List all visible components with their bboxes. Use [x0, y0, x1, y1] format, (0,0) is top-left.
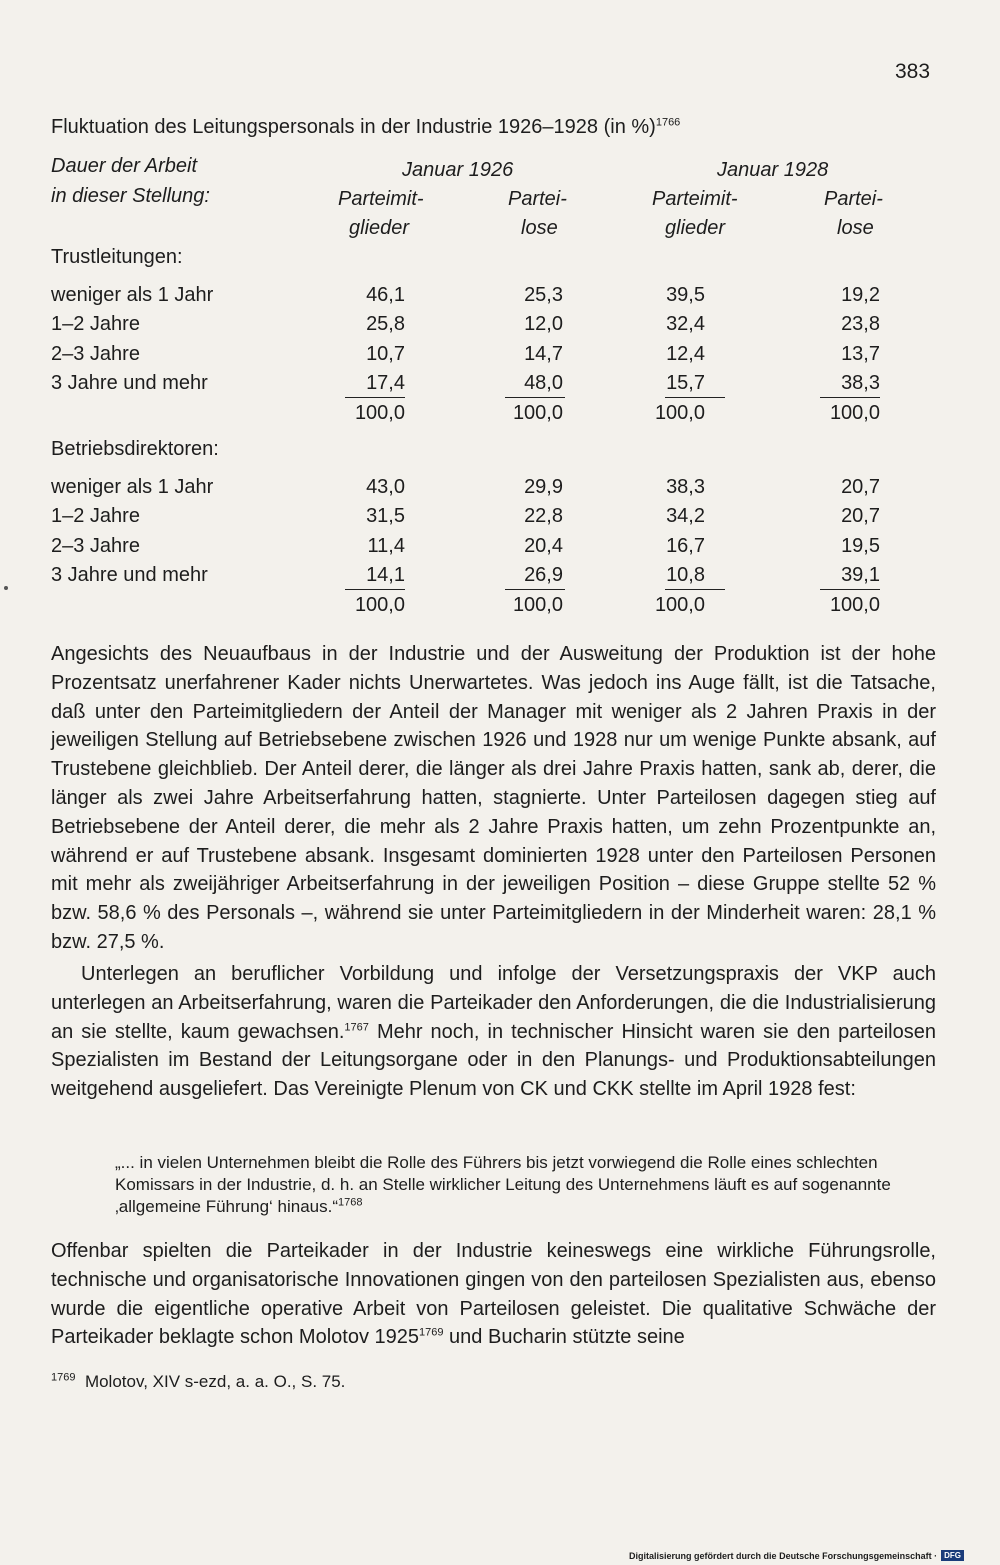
digitization-credit: [629, 1550, 964, 1561]
table-title: [51, 116, 680, 139]
total-cell: 100,0: [354, 401, 405, 424]
header-col1-line1: Parteimit-: [338, 188, 424, 210]
table-cell: 20,7: [841, 505, 880, 528]
table-cell: 43,0: [366, 476, 405, 498]
sum-rule: [820, 397, 880, 398]
row-label: 1–2 Jahre: [51, 505, 140, 528]
footnote-ref-1769: 1769: [419, 1326, 444, 1339]
total-cell: 100,0: [354, 593, 405, 616]
footnote-text: Molotov, XIV s-ezd, a. a. O., S. 75.: [84, 1372, 346, 1391]
body-paragraph-3: [51, 1237, 936, 1352]
table-cell: 10,8: [666, 564, 705, 587]
sum-rule: [820, 589, 880, 590]
table-cell: 31,5: [366, 505, 405, 528]
row-label: 1–2 Jahre: [51, 313, 140, 336]
header-col3-line1: Parteimit-: [652, 188, 738, 210]
table-cell: 12,0: [524, 313, 563, 336]
table-cell: 19,2: [841, 284, 880, 306]
table-cell: 39,5: [666, 284, 705, 306]
header-year-1928: Januar 1928: [717, 159, 829, 181]
row-label: 2–3 Jahre: [51, 342, 140, 365]
header-col2-line2: lose: [521, 217, 558, 239]
sum-rule: [505, 397, 565, 398]
header-col4-line1: Partei-: [824, 188, 883, 210]
table-cell: 26,9: [524, 564, 563, 587]
paragraph-3-part-a: Offenbar spielten die Parteikader in der Industrie keineswegs eine wirkliche Führungsrolle, technische und organisatorische Innovationen gingen von den parteilosen Spezialisten aus, ebenso wurde die eigentliche operative Arbeit von Parteilosen geleistet. Die qualitative Schwäche der Parteikader beklagte schon Molotov 1925: [51, 1240, 936, 1349]
paragraph-1-text: Angesichts des Neuaufbaus in der Industrie und der Ausweitung der Produktion ist der hohe Prozentsatz unerfahrener Kader nichts Unerwartetes. Was jedoch ins Auge fällt, ist die Tatsache, daß unter den Parteimitgliedern der Anteil der Manager mit weniger als 2 Jahren Praxis in der jeweiligen Stellung auf Betriebsebene zwischen 1926 und 1928 nur um wenige Punkte absank, auf Trustebene gleichblieb. Der Anteil derer, die länger als drei Jahre Praxis hatten, sank ab, derer, die länger als zwei Jahre Arbeitserfahrung hatten, stagnierte. Unter Parteilosen dagegen stieg auf Betriebsebene der Anteil derer, die mehr als 2 Jahre Praxis hatten, um zehn Prozentpunkte an, während er auf Trustebene absank. Insgesamt dominierten 1928 unter den Parteilosen Personen mit mehr als zweijähriger Arbeitserfahrung in der jeweiligen Position – diese Gruppe stellte 52 % bzw. 58,6 % des Personals –, während sie unter Parteimitgliedern in der Minderheit waren: 28,1 % bzw. 27,5 %.: [51, 643, 936, 953]
header-duration-2: in dieser Stellung:: [51, 185, 210, 207]
table-cell: 20,7: [841, 476, 880, 498]
header-duration-1: Dauer der Arbeit: [51, 155, 197, 177]
sum-rule: [665, 397, 725, 398]
header-col1-line2: glieder: [349, 217, 410, 239]
row-label: 2–3 Jahre: [51, 534, 140, 557]
table-cell: 34,2: [666, 505, 705, 528]
table-cell: 38,3: [841, 372, 880, 395]
paragraph-3-text: [51, 1237, 936, 1352]
table-cell: 11,4: [367, 534, 405, 557]
table-cell: 39,1: [841, 564, 880, 587]
table-cell: 22,8: [524, 505, 563, 528]
table-cell: 10,7: [366, 342, 405, 365]
footnote-ref-1767: 1767: [344, 1020, 369, 1033]
sum-rule: [345, 397, 405, 398]
block-quote: [115, 1152, 935, 1218]
table-cell: 46,1: [366, 284, 405, 306]
header-col3-line2: glieder: [665, 217, 726, 239]
paragraph-2-part-a: Unterlegen an beruflicher Vorbildung und infolge der Versetzungspraxis der VKP auch unterlegen an Arbeitserfahrung, waren die Parteikader den Anforderungen, die die Industrialisierung an sie stellte, kaum gewachsen.: [51, 963, 936, 1043]
table-title-text: Fluktuation des Leitungspersonals in der Industrie 1926–1928 (in %): [51, 116, 656, 138]
footnote-ref-1768: 1768: [338, 1196, 363, 1209]
total-cell: 100,0: [512, 593, 563, 616]
paragraph-2-part-b: Mehr noch, in technischer Hinsicht waren sie den parteilosen Spezialisten im Bestand der Leitungsorgane oder in den Planungs- und Produktionsabteilungen weitgehend ausgeliefert. Das Vereinigte Plenum von CK und CKK stellte im April 1928 fest:: [51, 1020, 936, 1101]
row-label: 3 Jahre und mehr: [51, 564, 208, 587]
credit-text: Digitalisierung gefördert durch die Deutsche Forschungsgemeinschaft ·: [629, 1550, 938, 1561]
table-cell: 19,5: [841, 534, 880, 557]
header-col2-line1: Partei-: [508, 188, 567, 210]
table-cell: 25,3: [524, 284, 563, 306]
section-label: Betriebsdirektoren:: [51, 438, 219, 460]
table-cell: 14,1: [366, 564, 405, 587]
sum-rule: [505, 589, 565, 590]
row-label: weniger als 1 Jahr: [51, 476, 214, 498]
table-cell: 13,7: [841, 342, 880, 365]
page-number: 383: [895, 60, 931, 83]
sum-rule: [345, 589, 405, 590]
dfg-logo-icon: DFG: [941, 1550, 964, 1561]
footnote-number: 1769: [51, 1371, 76, 1384]
table-cell: 14,7: [524, 342, 563, 365]
table-cell: 29,9: [524, 476, 563, 498]
scan-speck: [4, 586, 8, 590]
paragraph-2-text: [51, 960, 936, 1104]
total-cell: 100,0: [829, 593, 880, 616]
table-cell: 32,4: [666, 313, 705, 336]
total-cell: 100,0: [512, 401, 563, 424]
table-cell: 25,8: [366, 313, 405, 336]
table-title-footnote: 1766: [655, 116, 681, 129]
body-paragraph-2: [51, 960, 936, 1104]
row-label: 3 Jahre und mehr: [51, 372, 208, 395]
table-cell: 12,4: [666, 342, 705, 365]
header-col4-line2: lose: [837, 217, 874, 239]
table-cell: 38,3: [666, 476, 705, 498]
table-cell: 15,7: [666, 372, 705, 395]
header-year-1926: Januar 1926: [402, 159, 514, 181]
table-cell: 23,8: [841, 313, 880, 336]
table-cell: 48,0: [524, 372, 563, 395]
footnote-1769: [51, 1372, 345, 1392]
body-paragraph-1: [51, 640, 936, 957]
total-cell: 100,0: [654, 401, 705, 424]
row-label: weniger als 1 Jahr: [51, 284, 214, 306]
table-cell: 20,4: [524, 534, 563, 557]
section-label: Trustleitungen:: [51, 246, 183, 268]
total-cell: 100,0: [829, 401, 880, 424]
quote-text: „... in vielen Unternehmen bleibt die Rolle des Führers bis jetzt vorwiegend die Rolle eines schlechten Komissars in der Industrie, d. h. an Stelle wirklicher Leitung des Unternehmens läuft es auf sogenannte ‚allgemeine Führung‘ hinaus.“: [115, 1153, 891, 1216]
table-cell: 16,7: [666, 534, 705, 557]
sum-rule: [665, 589, 725, 590]
table-cell: 17,4: [366, 372, 405, 395]
total-cell: 100,0: [654, 593, 705, 616]
paragraph-3-part-b: und Bucharin stützte seine: [443, 1326, 685, 1349]
